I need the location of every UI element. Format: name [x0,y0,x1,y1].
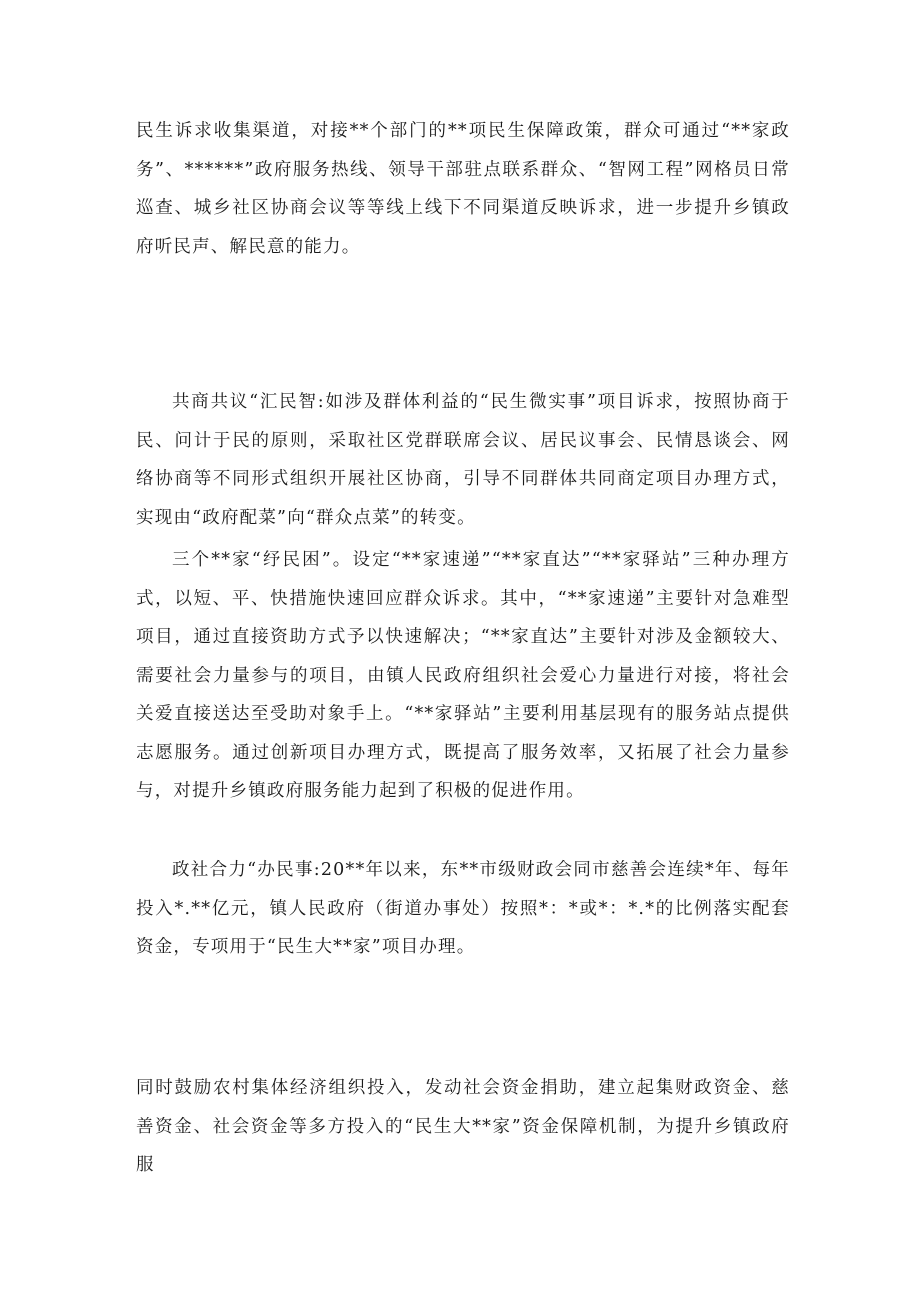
paragraph-three-services: 三个**家“纾民困”。设定“**家速递”“**家直达”“**家驿站”三种办理方式，以短、平、快措施快速回应群众诉求。其中，“**家速递”主要针对急难型项目，通过直接资助方式予以快速解决；“**家直达”主要针对涉及金额较大、需要社会力量参与的项目，由镇人民政府组织社会爱心力量进行对接，将社会关爱直接送达至受助对象手上。“**家驿站”主要利用基层现有的服务站点提供志愿服务。通过创新项目办理方式，既提高了服务效率，又拓展了社会力量参与，对提升乡镇政府服务能力起到了积极的促进作用。 [136,550,790,801]
paragraph-complaint-channels: 民生诉求收集渠道，对接**个部门的**项民生保障政策，群众可通过“**家政务”、******”政府服务热线、领导干部驻点联系群众、“智网工程”网格员日常巡查、城乡社区协商会议等等线上线下不同渠道反映诉求，进一步提升乡镇政府听民声、解民意的能力。 [136,121,790,257]
paragraph-joint-consultation: 共商共议“汇民智:如涉及群体利益的“民生微实事”项目诉求，按照协商于民、问计于民的原则，采取社区党群联席会议、居民议事会、民情恳谈会、网络协商等不同形式组织开展社区协商，引导不同群体共同商定项目办理方式，实现由“政府配菜”向“群众点菜”的转变。 [136,392,790,528]
paragraph-funding: 政社合力“办民事:20**年以来，东**市级财政会同市慈善会连续*年、每年投入*.**亿元，镇人民政府（街道办事处）按照*：*或*：*.*的比例落实配套资金，专项用于“民生大**家”项目办理。 [136,860,790,957]
paragraph-funding-mechanism: 同时鼓励农村集体经济组织投入，发动社会资金捐助，建立起集财政资金、慈善资金、社会资金等多方投入的“民生大**家”资金保障机制，为提升乡镇政府服 [136,1078,790,1175]
